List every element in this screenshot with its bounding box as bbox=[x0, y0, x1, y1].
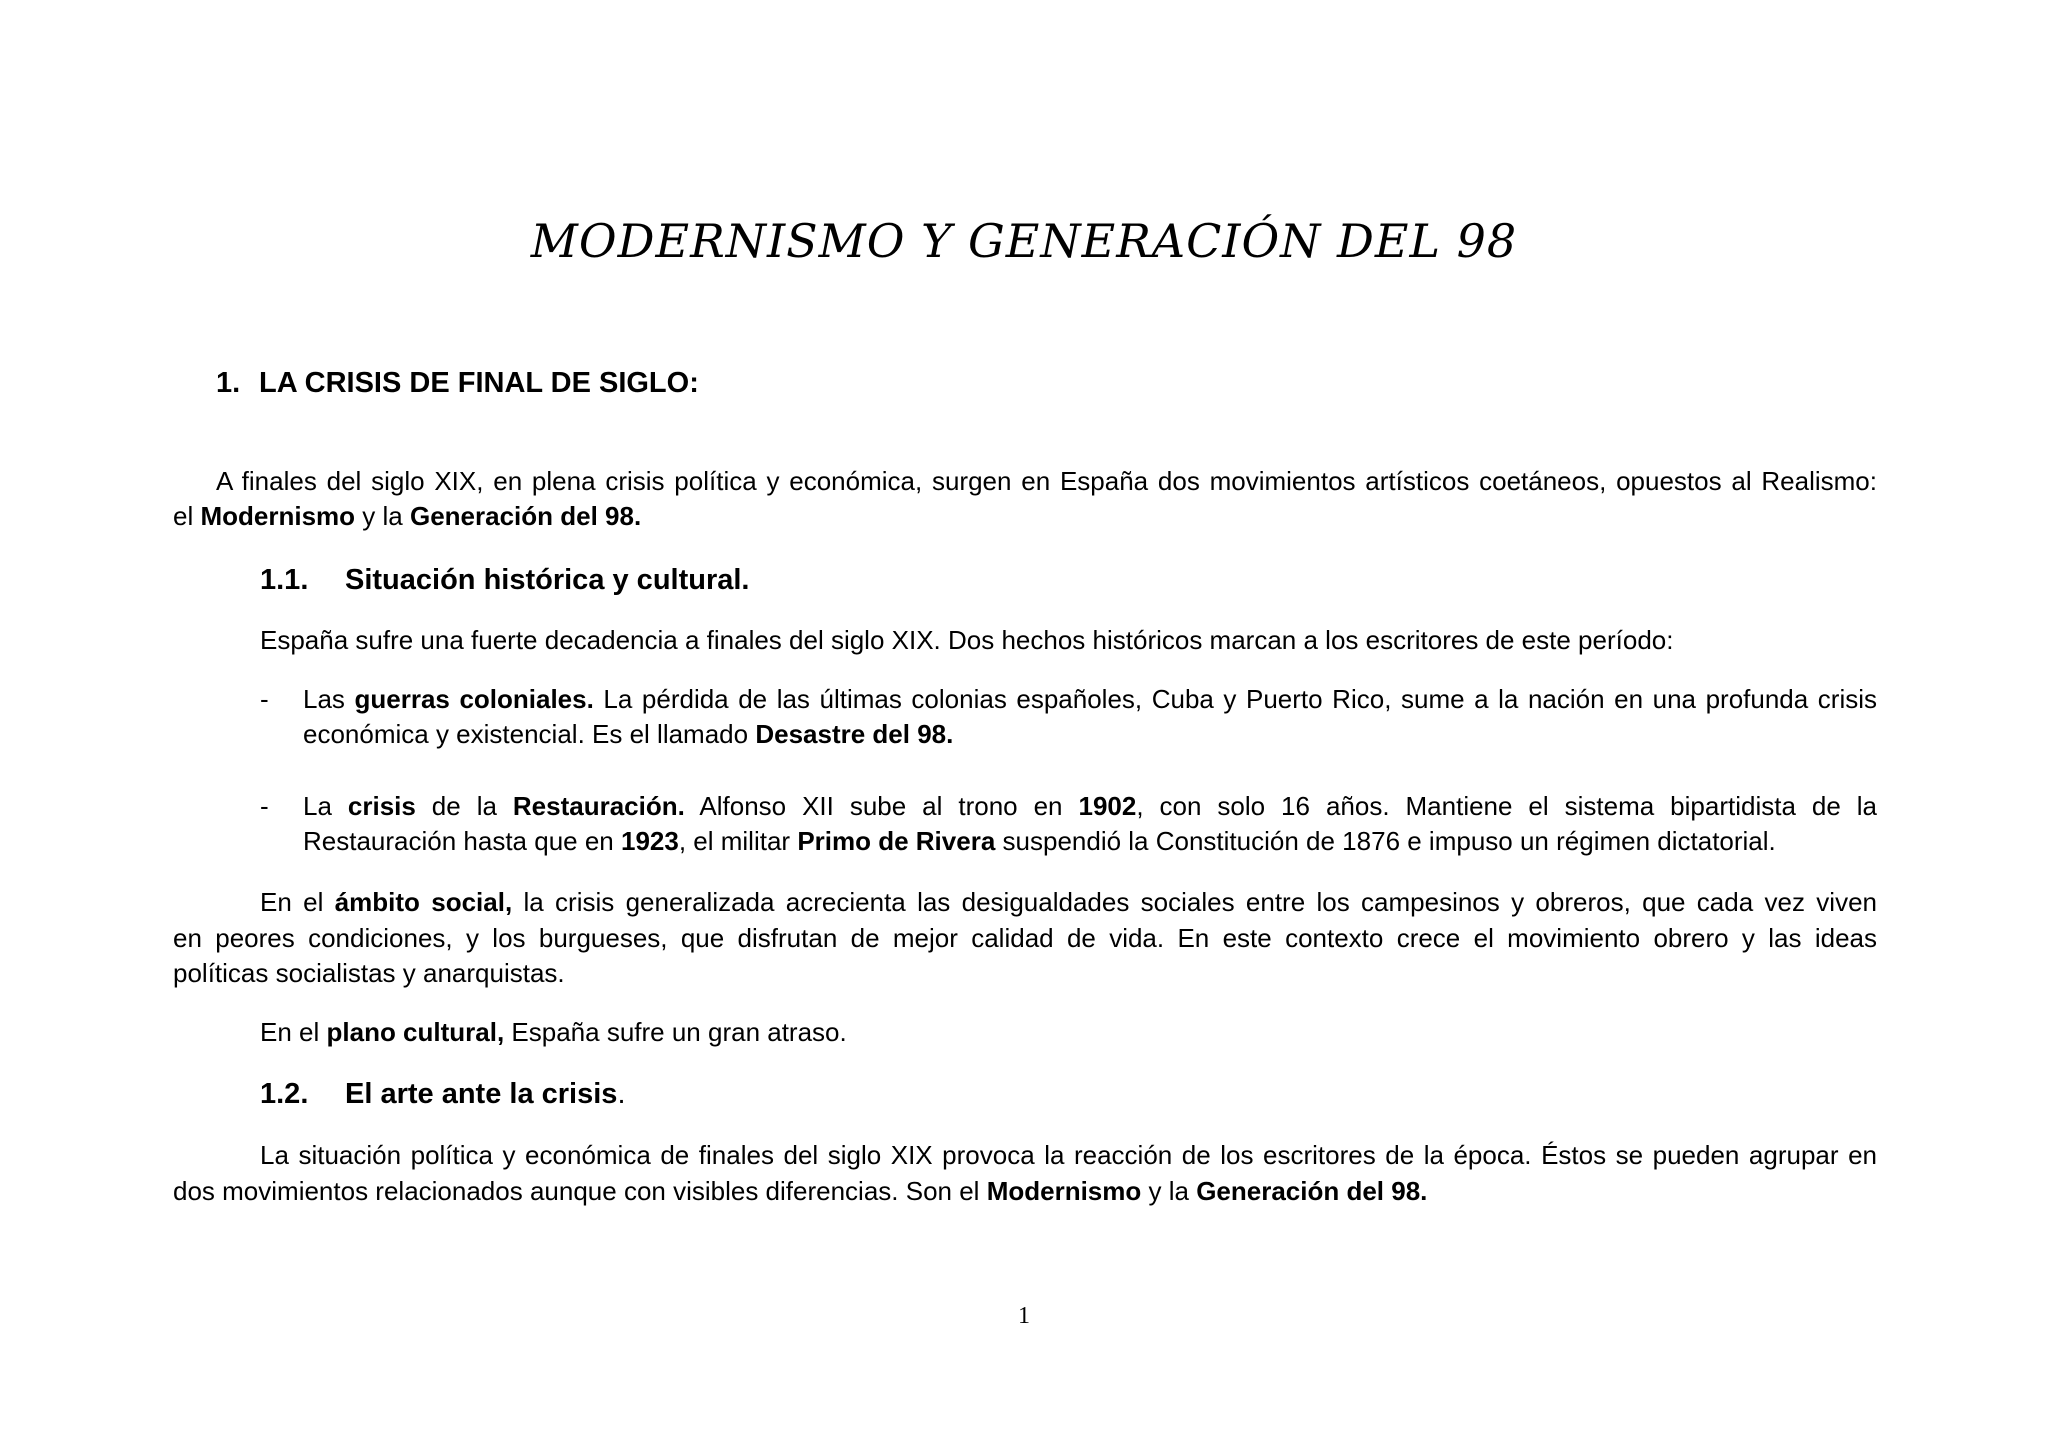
social-line-2: en peores condiciones, y los burgueses, que disfrutan de mejor calidad de vida. En este contexto crece el movimiento obrero y las ideas bbox=[173, 923, 1877, 953]
intro-line-1: A finales del siglo XIX, en plena crisis política y económica, surgen en España dos movimientos artísticos coetáneos, opuestos al Realismo: bbox=[216, 466, 1877, 496]
document-title: MODERNISMO Y GENERACIÓN DEL 98 bbox=[530, 214, 1518, 268]
historical-intro: España sufre una fuerte decadencia a finales del siglo XIX. Dos hechos históricos marcan a los escritores de este período: bbox=[260, 625, 1674, 655]
bullet-2-line-1: La crisis de la Restauración. Alfonso XII sube al trono en 1902, con solo 16 años. Mantiene el sistema bipartidista de la bbox=[303, 791, 1877, 821]
page-number: 1 bbox=[1018, 1303, 1030, 1329]
arte-line-2: dos movimientos relacionados aunque con visibles diferencias. Son el Modernismo y la Generación del 98. bbox=[173, 1176, 1428, 1206]
subsection-1-2-heading: El arte ante la crisis. bbox=[345, 1078, 626, 1110]
social-line-3: políticas socialistas y anarquistas. bbox=[173, 958, 565, 988]
section-1-number: 1. bbox=[216, 367, 241, 399]
intro-line-2: el Modernismo y la Generación del 98. bbox=[173, 501, 642, 531]
subsection-1-1-number: 1.1. bbox=[260, 564, 309, 596]
subsection-1-2-number: 1.2. bbox=[260, 1078, 309, 1110]
bullet-1-dash: - bbox=[260, 684, 269, 714]
subsection-1-1-heading: Situación histórica y cultural. bbox=[345, 564, 750, 596]
arte-line-1: La situación política y económica de finales del siglo XIX provoca la reacción de los escritores de la época. Éstos se pueden agrupar en bbox=[260, 1140, 1877, 1170]
bullet-1-line-1: Las guerras coloniales. La pérdida de las últimas colonias españoles, Cuba y Puerto Rico, sume a la nación en una profunda crisis bbox=[303, 684, 1878, 714]
section-1-heading: LA CRISIS DE FINAL DE SIGLO: bbox=[259, 367, 699, 399]
cultural-line: En el plano cultural, España sufre un gran atraso. bbox=[260, 1017, 847, 1047]
bullet-2-line-2: Restauración hasta que en 1923, el militar Primo de Rivera suspendió la Constitución de 1876 e impuso un régimen dictatorial. bbox=[303, 826, 1776, 856]
social-line-1: En el ámbito social, la crisis generalizada acrecienta las desigualdades sociales entre los campesinos y obreros, que cada vez viven bbox=[260, 887, 1877, 917]
bullet-1-line-2: económica y existencial. Es el llamado Desastre del 98. bbox=[303, 719, 954, 749]
bullet-2-dash: - bbox=[260, 791, 269, 821]
